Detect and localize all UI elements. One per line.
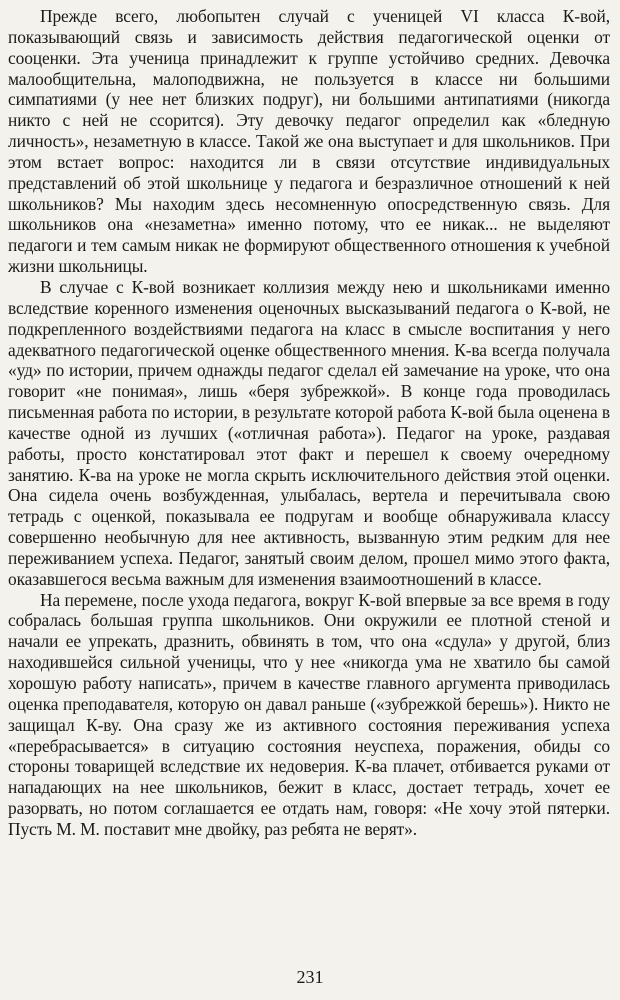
paragraph-3: На перемене, после ухода педагога, вокруг К-вой впервые за все время в году собралась большая группа школьников. Они окружили ее плотной стеной и начали ее упрекать, дразнить, обвинять в том, что она «сдула» у другой, близ находившейся сильной ученицы, что у нее «никогда ума не хватило бы самой хорошую работу написать», причем в качестве главного аргумента приводилась оценка преподавателя, которую он давал раньше («зубрежкой берешь»). Никто не защищал К-ву. Она сразу же из активного состояния переживания успеха «перебрасывается» в ситуацию состояния неуспеха, поражения, обиды со стороны товарищей вследствие их недоверия. К-ва плачет, отбивается руками от нападающих на нее школьников, бежит в класс, достает тетрадь, хочет ее разорвать, но потом соглашается ее отдать нам, говоря: «Не хочу этой пятерки. Пусть М. М. поставит мне двойку, раз ребята не верят». [8, 589, 610, 839]
paragraph-2: В случае с К-вой возникает коллизия между нею и школьниками именно вследствие коренного изменения оценочных высказываний педагога о К-вой, не подкрепленного воздействиями педагога на класс в смысле воспитания у него адекватного педагогической оценке общественного мнения. К-ва всегда получала «уд» по истории, причем однажды педагог сделал ей замечание на уроке, что она говорит «не понимая», лишь «беря зубрежкой». В конце года проводилась письменная работа по истории, в результате которой работа К-вой была оценена в качестве одной из лучших («отличная работа»). Педагог на уроке, раздавая работы, просто констатировал этот факт и перешел к своему очередному занятию. К-ва на уроке не могла скрыть исключительного действия этой оценки. Она сидела очень возбужденная, улыбалась, вертела и перечитывала свою тетрадь с оценкой, показывала ее подругам и вообще обнаруживала классу совершенно необычную для нее активность, вызванную этим редким для нее переживанием успеха. Педагог, занятый своим делом, прошел мимо этого факта, оказавшегося весьма важным для изменения взаимоотношений в классе. [8, 276, 610, 589]
page-number: 231 [296, 967, 324, 987]
paragraph-1: Прежде всего, любопытен случай с ученицей VI класса К-вой, показывающий связь и зависимость действия педагогической оценки от сооценки. Эта ученица принадлежит к группе устойчиво средних. Девочка малообщительна, малоподвижна, не пользуется в классе ни большими симпатиями (у нее нет близких подруг), ни большими антипатиями (никогда никто с ней не ссорится). Эту девочку педагог определил как «бледную личность», незаметную в классе. Такой же она выступает и для школьников. При этом встает вопрос: находится ли в связи отсутствие индивидуальных представлений об этой школьнице у педагога и безразличное отношений к ней школьников? Мы находим здесь несомненную опосредственную связь. Для школьников она «незаметна» именно потому, что ее никак... не выделяют педагоги и тем самым никак не формируют общественного отношения к учебной жизни школьницы. [8, 6, 610, 277]
